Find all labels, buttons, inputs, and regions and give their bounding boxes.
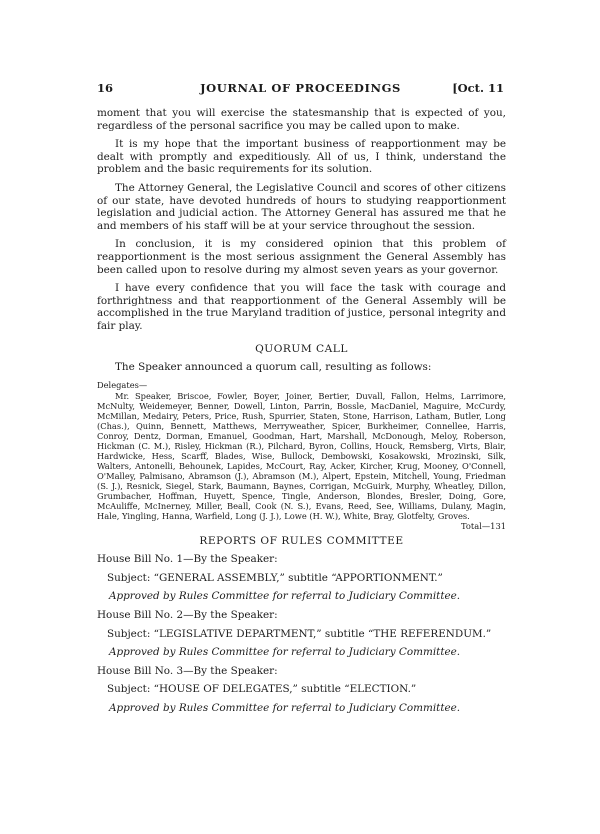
bill-approval: Approved by Rules Committee for referral to Judiciary Committee.: [109, 702, 461, 715]
paragraph-continuation: moment that you will exercise the statesmanship that is expected of you, regardless of the personal sacrifice you may be called upon to make.: [97, 107, 506, 132]
bill-title: House Bill No. 1—By the Speaker:: [97, 553, 278, 566]
bill-approval: Approved by Rules Committee for referral to Judiciary Committee.: [109, 646, 461, 659]
quorum-total: Total—131: [461, 520, 506, 531]
journal-title: JOURNAL OF PROCEEDINGS: [200, 81, 401, 95]
bill-entry: [97, 553, 506, 603]
bill-approval: Approved by Rules Committee for referral to Judiciary Committee.: [109, 590, 461, 603]
paragraph: I have every confidence that you will face the task with courage and forthrightness and that reapportionment of the General Assembly will be accomplished in the true Maryland tradition of justice, personal integrity and fair play.: [97, 282, 506, 332]
bill-subject: Subject: “GENERAL ASSEMBLY,” subtitle “APPORTIONMENT.”: [107, 571, 443, 584]
bill-entry: [97, 665, 506, 715]
delegates-list: [97, 390, 506, 531]
paragraph: In conclusion, it is my considered opinion that this problem of reapportionment is the most serious assignment the General Assembly has been called upon to resolve during my almost seven years as your governor.: [97, 238, 506, 276]
bill-subject: Subject: “HOUSE OF DELEGATES,” subtitle “ELECTION.”: [107, 683, 417, 696]
bill-subject: Subject: “LEGISLATIVE DEPARTMENT,” subtitle “THE REFERENDUM.”: [107, 627, 492, 640]
paragraph: It is my hope that the important business of reapportionment may be dealt with promptly and expeditiously. All of us, I think, understand the problem and the basic requirements for its solution.: [97, 138, 506, 176]
page-header: [97, 81, 504, 97]
bill-title: House Bill No. 3—By the Speaker:: [97, 664, 278, 677]
quorum-call-heading: QUORUM CALL: [255, 342, 348, 355]
delegates-block: [97, 379, 506, 531]
page-body: [97, 107, 506, 721]
rules-committee-heading: REPORTS OF RULES COMMITTEE: [199, 534, 404, 547]
page-number: 16: [97, 81, 114, 95]
quorum-announcement: The Speaker announced a quorum call, resulting as follows:: [115, 361, 432, 374]
bill-entry: [97, 609, 506, 659]
delegates-label: Delegates—: [97, 379, 148, 390]
paragraph: The Attorney General, the Legislative Council and scores of other citizens of our state, have devoted hundreds of hours to studying reapportionment legislation and judicial action. The Attorney General has assured me that he and members of his staff will be at your service throughout the session.: [97, 181, 506, 232]
bill-title: House Bill No. 2—By the Speaker:: [97, 609, 278, 622]
delegates-names: Mr. Speaker, Briscoe, Fowler, Boyer, Joiner, Bertier, Duvall, Fallon, Helms, Larrimore, McNulty, Weidemeyer, Benner, Dowell, Linton, Parrin, Bossle, MacDaniel, Maguire, McCurdy, McMillan, Medairy, Peters, Price, Rush, Spurrier, Staten, Stone, Harrison, Latham, Butler, Long (Chas.), Quinn, Bennett, Matthews, Merryweather, Spicer, Burkheimer, Connellee, Harris, Conroy, Dentz, Dorman, Emanuel, Goodman, Hart, Marshall, McDonough, Meloy, Roberson, Hickman (C. M.), Risley, Hickman (R.), Pilchard, Byron, Collins, Houck, Remsberg, Virts, Blair, Hardwicke, Hess, Scarff, Blades, Wise, Bullock, Dembowski, Kosakowski, Mrozinski, Silk, Walters, Antonelli, Behounek, Lapides, McCourt, Ray, Acker, Kircher, Krug, Mooney, O'Connell, O'Malley, Palmisano, Abramson (J.), Abramson (M.), Alpert, Epstein, Mitchell, Young, Friedman (S. J.), Resnick, Siegel, Stark, Baumann, Baynes, Corrigan, McGuirk, Murphy, Wheatley, Dillon, Grumbacher, Hoffman, Huyett, Spence, Tingle, Anderson, Blondes, Bresler, Doing, Gore, McAuliffe, McInerney, Miller, Beall, Cook (N. S.), Evans, Reed, See, Williams, Dulany, Magin, Hale, Yingling, Hanna, Warfield, Long (J. J.), Lowe (H. W.), White, Bray, Glotfelty, Groves.: [97, 390, 506, 521]
header-date: [Oct. 11: [452, 81, 504, 95]
